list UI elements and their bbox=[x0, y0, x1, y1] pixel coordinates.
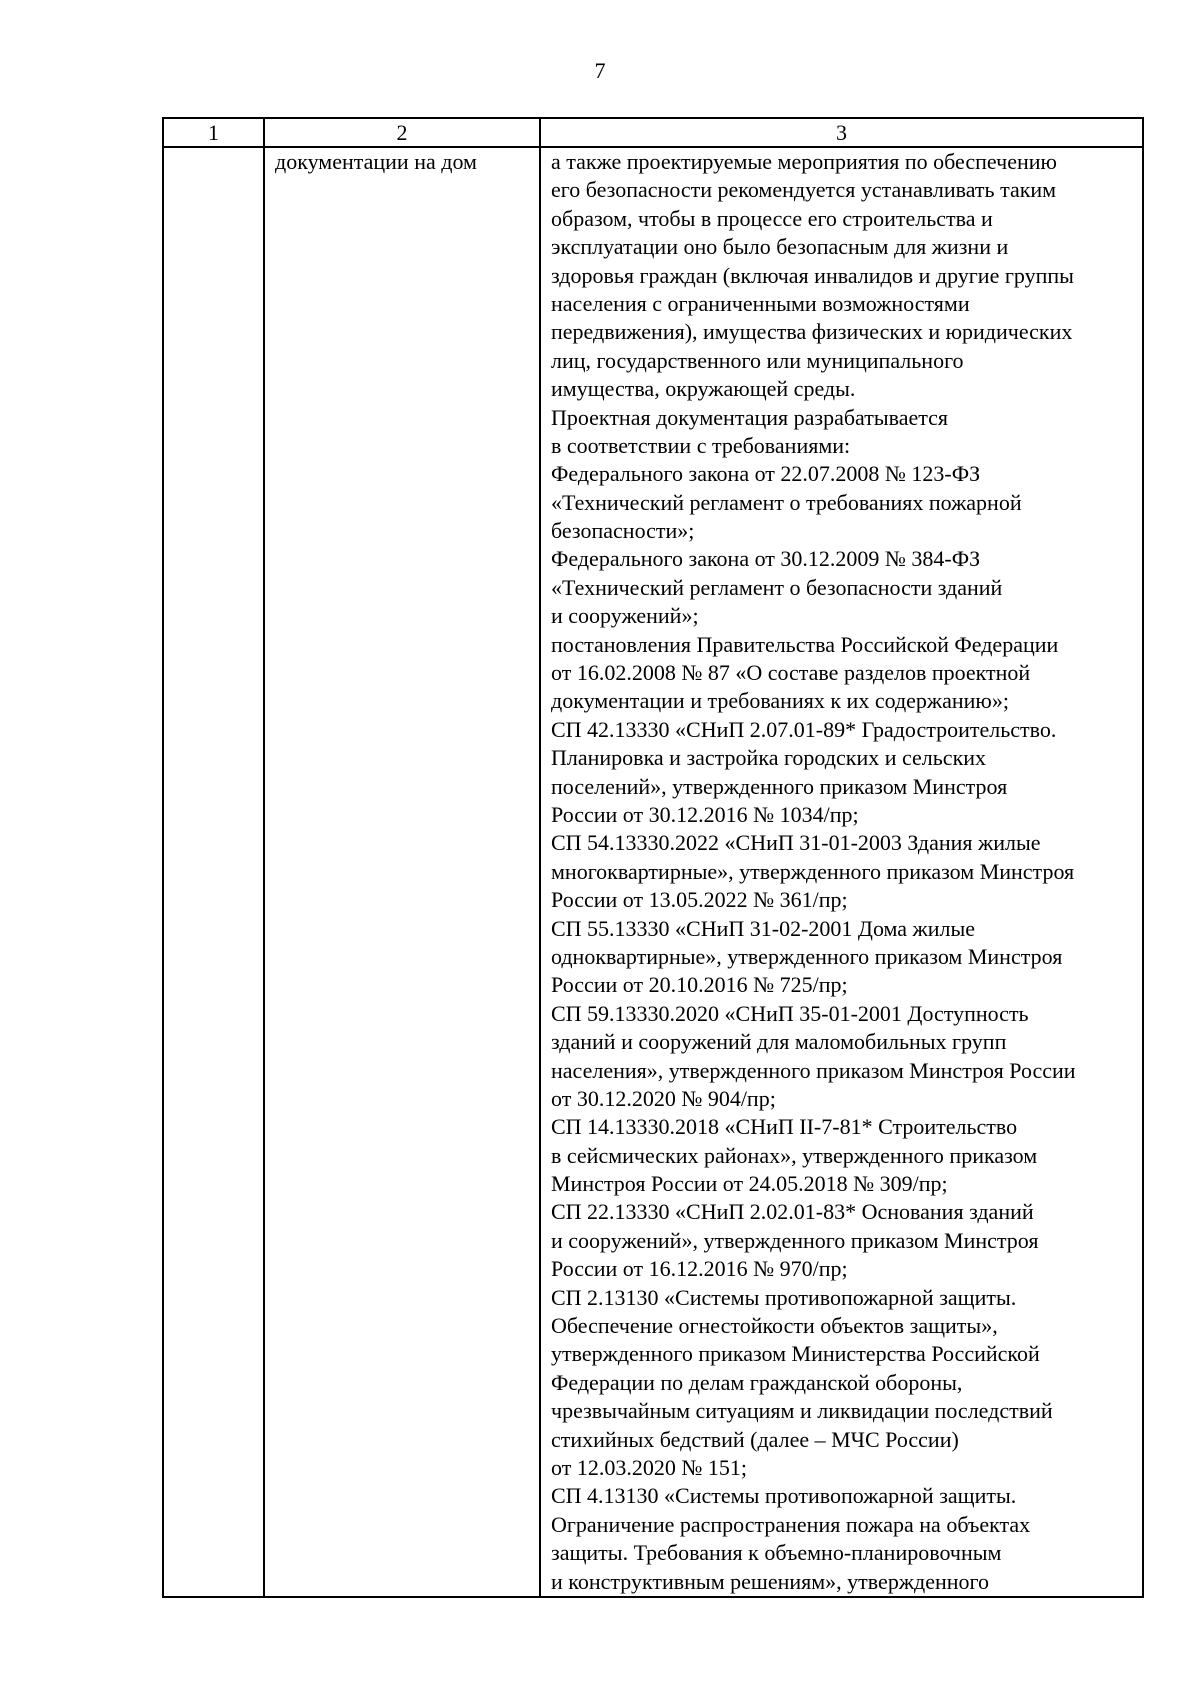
text-line: Обеспечение огнестойкости объектов защиты», bbox=[551, 1313, 998, 1339]
column-header-1: 1 bbox=[163, 118, 264, 147]
text-line: утвержденного приказом Министерства Российской bbox=[551, 1341, 1040, 1367]
text-line: от 30.12.2020 № 904/пр; bbox=[551, 1085, 776, 1111]
text-line: СП 4.13130 «Системы противопожарной защиты. bbox=[551, 1483, 1017, 1509]
cell-col1 bbox=[163, 147, 264, 1597]
cell-col2-text: документации на дом bbox=[275, 149, 477, 174]
text-line: эксплуатации оно было безопасным для жизни и bbox=[551, 234, 1009, 260]
text-line: Ограничение распространения пожара на объектах bbox=[551, 1511, 1031, 1537]
text-line: СП 42.13330 «СНиП 2.07.01-89* Градостроительство. bbox=[551, 716, 1057, 742]
text-line: «Технический регламент о безопасности зданий bbox=[551, 574, 1003, 600]
text-line: «Технический регламент о требованиях пожарной bbox=[551, 489, 1022, 515]
text-line: документации и требованиях к их содержанию»; bbox=[551, 688, 1009, 714]
text-line: лиц, государственного или муниципального bbox=[551, 347, 964, 373]
text-line: Федерального закона от 30.12.2009 № 384-ФЗ bbox=[551, 546, 981, 572]
text-line: и сооружений»; bbox=[551, 603, 699, 629]
text-line: в сейсмических районах», утвержденного приказом bbox=[551, 1142, 1038, 1168]
text-line: постановления Правительства Российской Федерации bbox=[551, 631, 1059, 657]
text-line: России от 13.05.2022 № 361/пр; bbox=[551, 887, 848, 913]
text-line: одноквартирные», утвержденного приказом Минстроя bbox=[551, 943, 1063, 969]
text-line: защиты. Требования к объемно-планировочным bbox=[551, 1540, 1002, 1566]
text-line: образом, чтобы в процессе его строительства и bbox=[551, 205, 993, 231]
text-line: и конструктивным решениям», утвержденного bbox=[551, 1568, 990, 1594]
text-line: Федерального закона от 22.07.2008 № 123-ФЗ bbox=[551, 461, 981, 487]
text-line: России от 16.12.2016 № 970/пр; bbox=[551, 1256, 848, 1282]
text-line: СП 22.13330 «СНиП 2.02.01-83* Основания зданий bbox=[551, 1199, 1034, 1225]
text-line: передвижения), имущества физических и юридических bbox=[551, 319, 1073, 345]
text-line: многоквартирные», утвержденного приказом Минстроя bbox=[551, 858, 1075, 884]
column-header-2: 2 bbox=[264, 118, 540, 147]
text-line: населения», утвержденного приказом Минстроя России bbox=[551, 1057, 1076, 1083]
text-line: России от 20.10.2016 № 725/пр; bbox=[551, 972, 848, 998]
table-row bbox=[163, 147, 1143, 1597]
page-number: 7 bbox=[594, 58, 606, 83]
text-line: СП 2.13130 «Системы противопожарной защиты. bbox=[551, 1284, 1017, 1310]
document-table bbox=[162, 117, 1144, 1598]
text-line: безопасности»; bbox=[551, 518, 695, 544]
text-line: его безопасности рекомендуется устанавливать таким bbox=[551, 177, 1057, 203]
text-line: СП 14.13330.2018 «СНиП II-7-81* Строительство bbox=[551, 1114, 1018, 1140]
table-header-row bbox=[163, 118, 1143, 147]
text-line: и сооружений», утвержденного приказом Минстроя bbox=[551, 1227, 1039, 1253]
text-line: от 16.02.2008 № 87 «О составе разделов проектной bbox=[551, 660, 1031, 686]
text-line: зданий и сооружений для маломобильных групп bbox=[551, 1029, 1007, 1055]
text-line: населения с ограниченными возможностями bbox=[551, 290, 970, 316]
text-line: поселений», утвержденного приказом Минстроя bbox=[551, 773, 1008, 799]
text-line: СП 54.13330.2022 «СНиП 31-01-2003 Здания жилые bbox=[551, 830, 1041, 856]
text-line: России от 30.12.2016 № 1034/пр; bbox=[551, 801, 859, 827]
text-line: Минстроя России от 24.05.2018 № 309/пр; bbox=[551, 1171, 948, 1197]
cell-col2 bbox=[264, 147, 540, 1597]
text-line: здоровья граждан (включая инвалидов и другие группы bbox=[551, 262, 1074, 288]
text-line: Федерации по делам гражданской обороны, bbox=[551, 1369, 963, 1395]
text-line: СП 55.13330 «СНиП 31-02-2001 Дома жилые bbox=[551, 915, 976, 941]
text-line: Проектная документация разрабатывается bbox=[551, 404, 949, 430]
text-line: имущества, окружающей среды. bbox=[551, 376, 856, 402]
cell-col3 bbox=[540, 147, 1143, 1597]
text-line: в соответствии с требованиями: bbox=[551, 432, 851, 458]
text-line: стихийных бедствий (далее – МЧС России) bbox=[551, 1426, 959, 1452]
text-line: а также проектируемые мероприятия по обеспечению bbox=[551, 149, 1057, 174]
text-line: от 12.03.2020 № 151; bbox=[551, 1454, 747, 1480]
text-line: Планировка и застройка городских и сельских bbox=[551, 745, 987, 771]
column-header-3: 3 bbox=[540, 118, 1143, 147]
text-line: чрезвычайным ситуациям и ликвидации последствий bbox=[551, 1398, 1053, 1424]
text-line: СП 59.13330.2020 «СНиП 35-01-2001 Доступность bbox=[551, 1000, 1029, 1026]
